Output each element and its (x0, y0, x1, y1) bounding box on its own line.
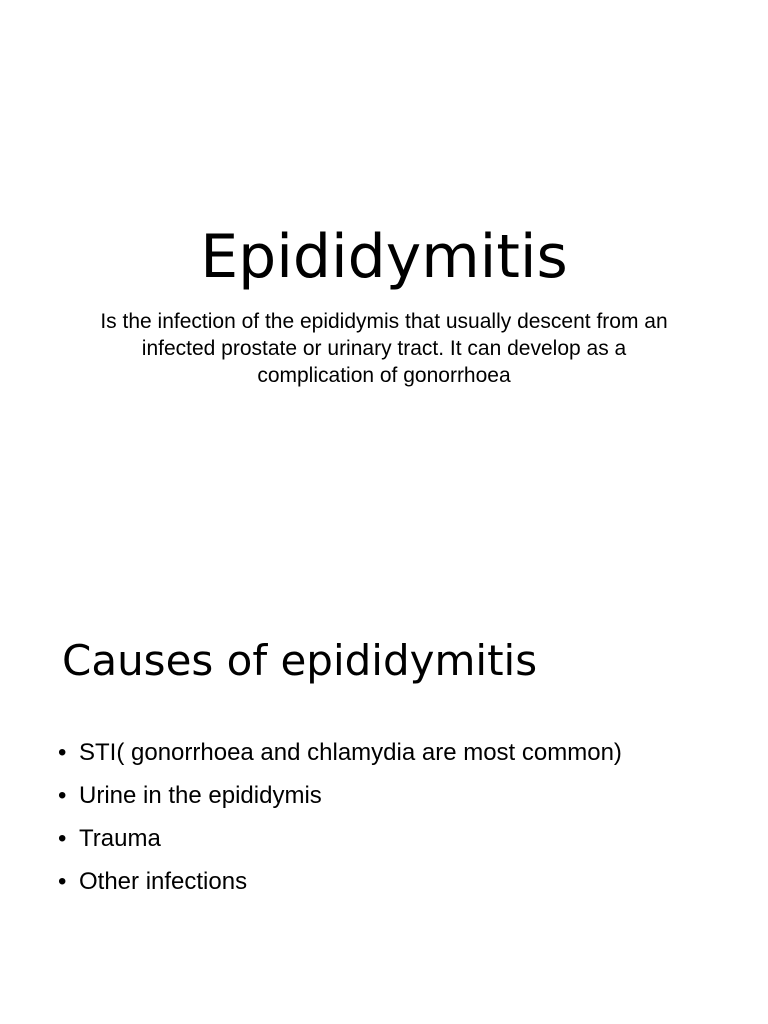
slide-title-subtitle: Is the infection of the epididymis that usually descent from an infected prostate or urinary tract. It can develop as a complication of gonorrhoea (100, 310, 668, 387)
slide-causes (0, 512, 768, 1024)
causes-heading: Causes of epididymitis (62, 636, 538, 685)
list-item (58, 731, 622, 774)
list-item-text: Other infections (79, 868, 248, 895)
slide-title-heading: Epididymitis (200, 222, 568, 292)
list-item-text: Urine in the epididymis (79, 782, 322, 809)
list-item (58, 817, 622, 860)
list-item (58, 860, 622, 903)
causes-list (58, 731, 622, 903)
list-item-text: STI( gonorrhoea and chlamydia are most common) (79, 739, 622, 766)
list-item (58, 774, 622, 817)
bullet-icon: • (58, 868, 67, 895)
bullet-icon: • (58, 825, 67, 852)
bullet-icon: • (58, 782, 67, 809)
list-item-text: Trauma (79, 825, 161, 852)
bullet-icon: • (58, 739, 67, 766)
